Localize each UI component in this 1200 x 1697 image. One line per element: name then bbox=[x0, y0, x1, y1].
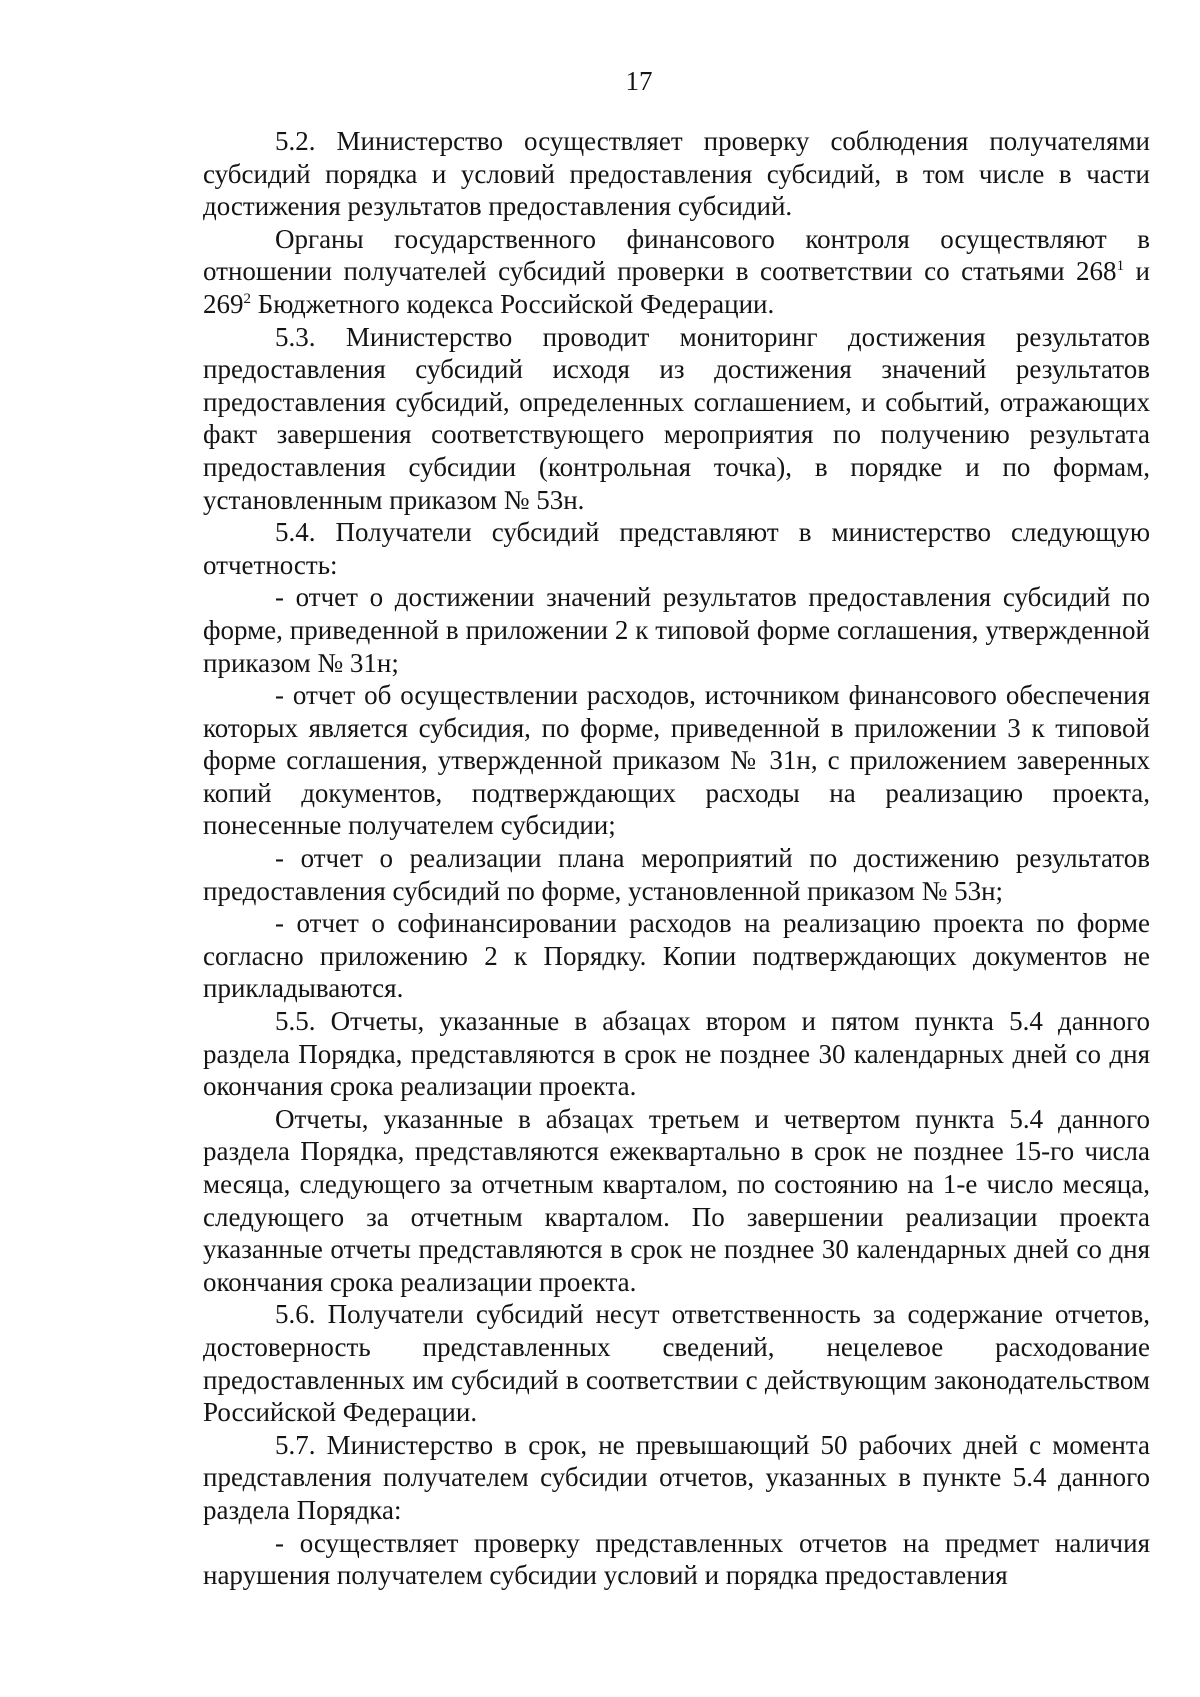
list-item-check-reports: - осуществляет проверку представленных отчетов на предмет наличия нарушения получателем субсидии условий и порядка предоставления bbox=[203, 1527, 1150, 1591]
paragraph-5-2-control-bodies bbox=[203, 223, 1150, 321]
page-number: 17 bbox=[625, 66, 653, 96]
list-item-report-cofinancing: - отчет о софинансировании расходов на реализацию проекта по форме согласно приложению 2 к Порядку. Копии подтверждающих документов не прикладываются. bbox=[203, 908, 1150, 1004]
paragraph-5-7: 5.7. Министерство в срок, не превышающий 50 рабочих дней с момента представления получателем субсидии отчетов, указанных в пункте 5.4 данного раздела Порядка: bbox=[203, 1429, 1150, 1525]
paragraph-5-4: 5.4. Получатели субсидий представляют в министерство следующую отчетность: bbox=[203, 517, 1150, 580]
superscript: 1 bbox=[1116, 258, 1125, 275]
paragraph-5-5-quarterly: Отчеты, указанные в абзацах третьем и четвертом пункта 5.4 данного раздела Порядка, представляются ежеквартально в срок не позднее 15-го числа месяца, следующего за отчетным кварталом, по состоянию на 1-е число месяца, следующего за отчетным кварталом. По завершении реализации проекта указанные отчеты представляются в срок не позднее 30 календарных дней со дня окончания срока реализации проекта. bbox=[203, 1103, 1150, 1297]
document-body bbox=[203, 125, 1150, 1592]
paragraph-text: и 269 bbox=[203, 256, 1151, 319]
list-item-report-expenses: - отчет об осуществлении расходов, источником финансового обеспечения которых является субсидия, по форме, приведенной в приложении 3 к типовой форме соглашения, утвержденной приказом № 31н, с приложением заверенных копий документов, подтверждающих расходы на реализацию проекта, понесенные получателем субсидии; bbox=[203, 680, 1150, 841]
paragraph-5-3: 5.3. Министерство проводит мониторинг достижения результатов предоставления субсидий исходя из достижения значений результатов предоставления субсидий, определенных соглашением, и событий, отражающих факт завершения соответствующего мероприятия по получению результата предоставления субсидии (контрольная точка), в порядке и по формам, установленным приказом № 53н. bbox=[203, 321, 1150, 515]
paragraph-5-5: 5.5. Отчеты, указанные в абзацах втором и пятом пункта 5.4 данного раздела Порядка, представляются в срок не позднее 30 календарных дней со дня окончания срока реализации проекта. bbox=[203, 1006, 1150, 1102]
paragraph-text: Органы государственного финансового контроля осуществляют в отношении получателей субсидий проверки в соответствии со статьями 268 bbox=[203, 223, 1150, 287]
paragraph-5-2: 5.2. Министерство осуществляет проверку соблюдения получателями субсидий порядка и условий предоставления субсидий, в том числе в части достижения результатов предоставления субсидий. bbox=[203, 126, 1150, 222]
superscript: 2 bbox=[243, 290, 251, 307]
paragraph-text: Бюджетного кодекса Российской Федерации. bbox=[251, 288, 775, 319]
paragraph-5-6: 5.6. Получатели субсидий несут ответственность за содержание отчетов, достоверность представленных сведений, нецелевое расходование предоставленных им субсидий в соответствии с действующим законодательством Российской Федерации. bbox=[203, 1299, 1150, 1428]
list-item-report-results: - отчет о достижении значений результатов предоставления субсидий по форме, приведенной в приложении 2 к типовой форме соглашения, утвержденной приказом № 31н; bbox=[203, 582, 1150, 678]
list-item-report-plan: - отчет о реализации плана мероприятий по достижению результатов предоставления субсидий по форме, установленной приказом № 53н; bbox=[203, 843, 1150, 906]
